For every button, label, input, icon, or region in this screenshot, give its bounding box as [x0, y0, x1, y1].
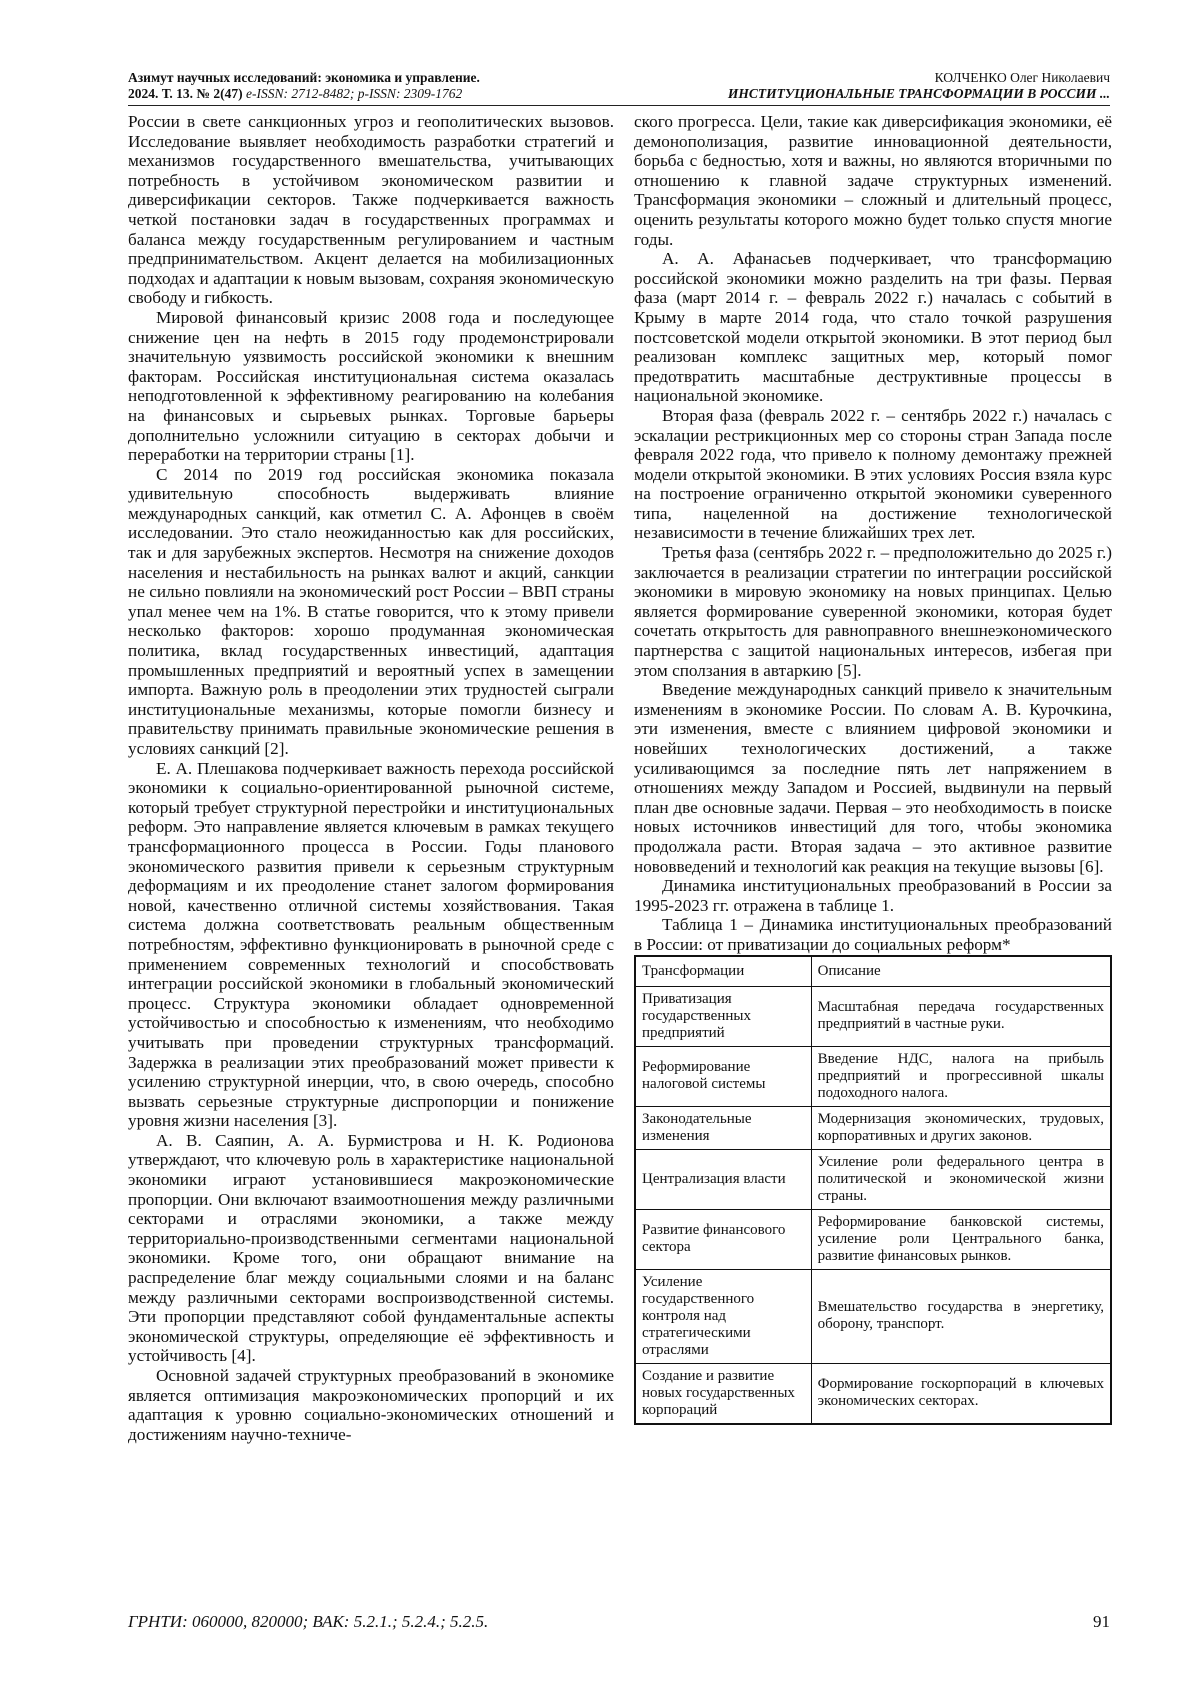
paragraph: ского прогресса. Цели, такие как диверсификация экономики, её демонополизация, развитие инновационной деятельности, борьба с бедностью, хотя и важны, но являются вторичными по отношению к главной задаче структурных изменений. Трансформация экономики – сложный и длительный процесс, оценить результаты которого можно будет только спустя многие годы.	[634, 112, 1112, 249]
journal-info	[128, 70, 480, 102]
table-cell-transformation: Централизация власти	[635, 1149, 811, 1209]
paragraph: Динамика институциональных преобразований в России за 1995-2023 гг. отражена в таблице 1.	[634, 876, 1112, 915]
left-column	[128, 112, 614, 1444]
author-name: КОЛЧЕНКО Олег Николаевич	[934, 70, 1110, 85]
header-rule	[128, 105, 1110, 106]
page-number: 91	[1093, 1612, 1110, 1631]
page-header	[128, 70, 1110, 104]
table-cell-description: Реформирование банковской системы, усиление роли Центрального банка, развитие финансовых рынков.	[811, 1209, 1111, 1269]
table-header-cell: Описание	[811, 956, 1111, 987]
table-cell-description: Введение НДС, налога на прибыль предприятий и прогрессивной шкалы подоходного налога.	[811, 1046, 1111, 1106]
table-row	[635, 1363, 1111, 1424]
table-cell-description: Формирование госкорпораций в ключевых экономических секторах.	[811, 1363, 1111, 1424]
classification-codes: ГРНТИ: 060000, 820000; ВАК: 5.2.1.; 5.2.4.; 5.2.5.	[128, 1612, 489, 1631]
paragraph: А. А. Афанасьев подчеркивает, что трансформацию российской экономики можно разделить на три фазы. Первая фаза (март 2014 г. – февраль 2022 г.) началась с событий в Крыму в марте 2014 года, что стало точкой разрушения постсоветской модели открытой экономики. В этот период был реализован комплекс защитных мер, который помог предотвратить масштабные деструктивные процессы в национальной экономике.	[634, 249, 1112, 406]
right-column	[634, 112, 1112, 1425]
paragraph: Третья фаза (сентябрь 2022 г. – предположительно до 2025 г.) заключается в реализации стратегии по интеграции российской экономики в мировую экономику на новых принципах. Целью является формирование суверенной экономики, которая будет сочетать открытость для равноправного внешнеэкономического партнерства с защитой национальных интересов, избегая при этом сползания в автаркию [5].	[634, 543, 1112, 680]
table-cell-transformation: Приватизация государственных предприятий	[635, 986, 811, 1046]
paragraph: Введение международных санкций привело к значительным изменениям в экономике России. По словам А. В. Курочкина, эти изменения, вместе с влиянием цифровой экономики и новейших технологических достижений, а также усиливающимся за последние пять лет напряжением в отношениях между Западом и Россией, выдвинули на первый план две основные задачи. Первая – это необходимость в поиске новых источников инвестиций для того, чтобы экономика продолжала расти. Вторая задача – это активное развитие нововведений и технологий как реакция на текущие вызовы [6].	[634, 680, 1112, 876]
table-row	[635, 1106, 1111, 1149]
table-row	[635, 1149, 1111, 1209]
table-caption: Таблица 1 – Динамика институциональных преобразований в России: от приватизации до социальных реформ*	[634, 915, 1112, 954]
journal-volume: 2024. Т. 13. № 2(47)	[128, 86, 243, 101]
table-cell-transformation: Создание и развитие новых государственных корпораций	[635, 1363, 811, 1424]
journal-issn: e-ISSN: 2712-8482; p-ISSN: 2309-1762	[245, 86, 463, 101]
table-row	[635, 986, 1111, 1046]
table-row	[635, 1269, 1111, 1363]
paragraph: Е. А. Плешакова подчеркивает важность перехода российской экономики к социально-ориентированной рыночной системе, который требует структурной перестройки и институциональных реформ. Это направление является ключевым в рамках текущего трансформационного процесса в России. Годы планового экономического развития привели к серьезным структурным деформациям и их преодоление станет залогом формирования новой, качественно отличной системы хозяйствования. Такая система должна соответствовать реальным общественным потребностям, эффективно функционировать в рыночной среде с применением современных технологий и способствовать интеграции российской экономики в глобальный экономический процесс. Структура экономики обладает одновременной устойчивостью и способностью к изменениям, что необходимо учитывать при проведении структурных трансформаций. Задержка в реализации этих преобразований может привести к усилению структурной инерции, что, в свою очередь, способно вызвать серьезные структурные диспропорции и понижение уровня жизни населения [3].	[128, 758, 614, 1131]
paragraph: России в свете санкционных угроз и геополитических вызовов. Исследование выявляет необходимость разработки стратегий и механизмов государственного вмешательства, учитывающих потребность в устойчивом экономическом развитии и диверсификации секторов. Также подчеркивается важность четкой постановки задач в государственных программах и баланса между государственным регулированием и частным предпринимательством. Акцент делается на мобилизационных подходах и адаптации к новым вызовам, сохраняя экономическую свободу и гибкость.	[128, 112, 614, 308]
table-row	[635, 1046, 1111, 1106]
paragraph: Основной задачей структурных преобразований в экономике является оптимизация макроэкономических пропорций и их адаптация к уровню социально-экономических отношений и достижениям научно-техниче-	[128, 1366, 614, 1444]
table-cell-transformation: Законодательные изменения	[635, 1106, 811, 1149]
paragraph: Мировой финансовый кризис 2008 года и последующее снижение цен на нефть в 2015 году продемонстрировали значительную уязвимость российской экономики к внешним факторам. Российская институциональная система оказалась неподготовленной к эффективному реагированию на колебания на финансовых и сырьевых рынках. Торговые барьеры дополнительно усложнили ситуацию в секторах добычи и переработки на территории страны [1].	[128, 307, 614, 465]
table-cell-description: Модернизация экономических, трудовых, корпоративных и других законов.	[811, 1106, 1111, 1149]
table-header-cell: Трансформации	[635, 956, 811, 987]
paragraph: А. В. Саяпин, А. А. Бурмистрова и Н. К. Родионова утверждают, что ключевую роль в характеристике национальной экономики играют установившиеся макроэкономические пропорции. Они включают взаимоотношения между различными секторами и отраслями экономики, а также между территориально-производственными сегментами национальной экономики. Кроме того, они обращают внимание на распределение благ между социальными слоями и на баланс между различными секторами воспроизводственной системы. Эти пропорции представляют собой фундаментальные аспекты экономической структуры, определяющие её эффективность и устойчивость [4].	[128, 1130, 614, 1366]
table-cell-description: Вмешательство государства в энергетику, оборону, транспорт.	[811, 1269, 1111, 1363]
running-title: ИНСТИТУЦИОНАЛЬНЫЕ ТРАНСФОРМАЦИИ В РОССИИ ...	[727, 86, 1110, 101]
table-row	[635, 1209, 1111, 1269]
transformations-table	[634, 955, 1112, 1425]
table-cell-transformation: Усиление государственного контроля над стратегическими отраслями	[635, 1269, 811, 1363]
article-info	[728, 70, 1110, 102]
table-cell-transformation: Реформирование налоговой системы	[635, 1046, 811, 1106]
table-cell-description: Масштабная передача государственных предприятий в частные руки.	[811, 986, 1111, 1046]
table-header-row	[635, 956, 1111, 987]
paragraph: Вторая фаза (февраль 2022 г. – сентябрь 2022 г.) началась с эскалации рестрикционных мер со стороны стран Запада после февраля 2022 года, что привело к полному демонтажу прежней модели открытой экономики. В этих условиях Россия взяла курс на построение ограниченно открытой экономики суверенного типа, нацеленной на достижение технологической независимости в течение ближайших трех лет.	[634, 405, 1112, 543]
journal-title: Азимут научных исследований: экономика и управление.	[128, 70, 480, 85]
table-cell-description: Усиление роли федерального центра в политической и экономической жизни страны.	[811, 1149, 1111, 1209]
table-cell-transformation: Развитие финансового сектора	[635, 1209, 811, 1269]
paragraph: С 2014 по 2019 год российская экономика показала удивительную способность выдерживать влияние международных санкций, как отметил С. А. Афонцев в своём исследовании. Это стало неожиданностью как для российских, так и для зарубежных экспертов. Несмотря на снижение доходов населения и нестабильность на рынках валют и акций, санкции не сильно повлияли на экономический рост России – ВВП страны упал менее чем на 1%. В статье говорится, что к этому привели несколько факторов: хорошо продуманная экономическая политика, вклад государственных инвестиций, адаптация промышленных предприятий и вероятный успех в замещении импорта. Важную роль в преодолении этих трудностей сыграли институциональные механизмы, которые помогли бизнесу и правительству принимать правильные экономические решения в условиях санкций [2].	[128, 464, 614, 758]
